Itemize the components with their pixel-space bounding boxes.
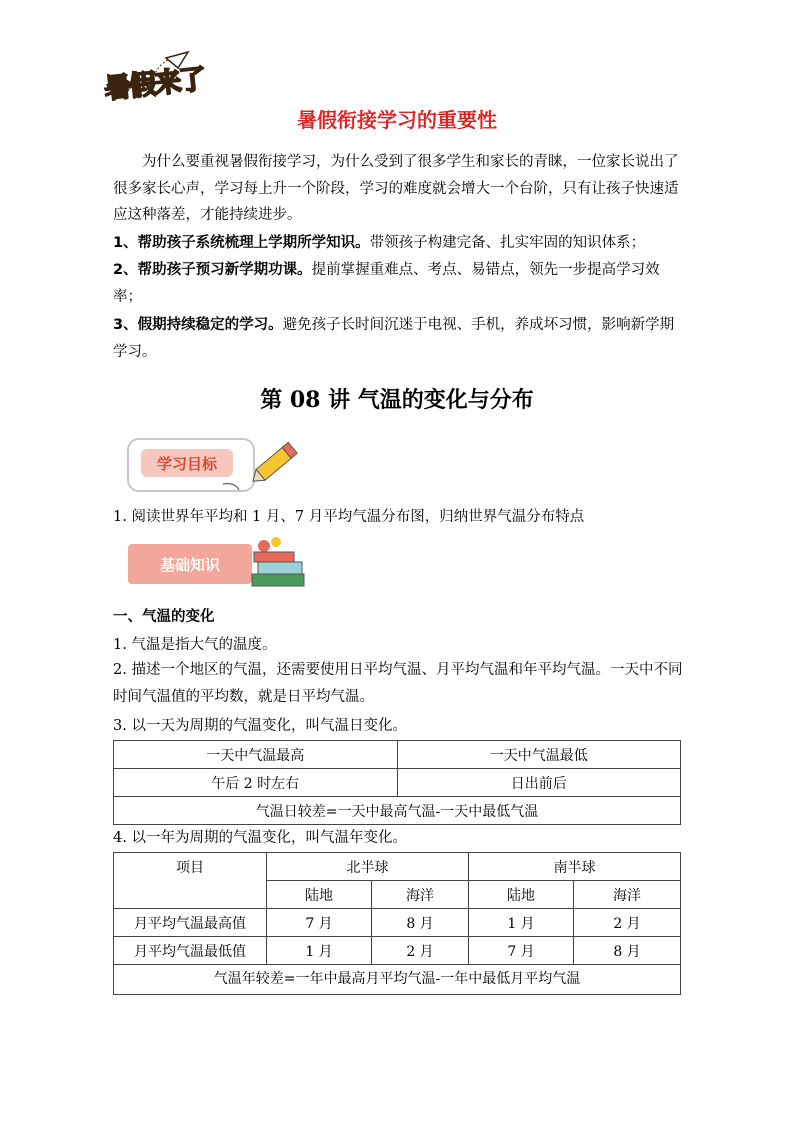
pencil-icon — [123, 434, 299, 496]
point-1 — [113, 230, 683, 257]
point-2 — [113, 257, 683, 310]
point-3 — [113, 312, 683, 365]
section-heading: 一、气温的变化 — [113, 609, 215, 625]
table-header: 项目 — [114, 853, 267, 909]
point-2-text: 提前掌握重难点、考点、易错点，领先一步提高学习效率； — [113, 262, 660, 305]
point-1-text: 带领孩子构建完备、扎实牢固的知识体系； — [369, 235, 646, 251]
goal-item: 1. 阅读世界年平均和 1 月、7 月平均气温分布图，归纳世界气温分布特点 — [113, 509, 585, 525]
learning-goals-label: 学习目标 — [141, 449, 233, 477]
table-header: 南半球 — [469, 853, 681, 881]
table-cell: 8 月 — [372, 909, 469, 937]
intro-paragraph: 为什么要重视暑假衔接学习，为什么受到了很多学生和家长的青睐，一位家长说出了很多家长心声，学习每上升一个阶段，学习的难度就会增大一个台阶，只有让孩子快速适应这种落差，才能持续进步。 — [113, 154, 679, 223]
table-cell: 1 月 — [267, 937, 372, 965]
table-footer: 气温日较差=一天中最高气温-一天中最低气温 — [114, 797, 681, 825]
table-subheader: 陆地 — [267, 881, 372, 909]
table-header: 一天中气温最低 — [397, 741, 681, 769]
table-row — [114, 909, 681, 937]
annual-temperature-table — [113, 852, 681, 995]
section-item-1: 1. 气温是指大气的温度。 — [113, 637, 277, 653]
basic-knowledge-badge — [124, 532, 312, 594]
row-label: 月平均气温最高值 — [114, 909, 267, 937]
daily-temperature-table — [113, 740, 681, 825]
point-2-bold: 2、帮助孩子预习新学期功课。 — [113, 262, 312, 278]
section-item-2: 2. 描述一个地区的气温，还需要使用日平均气温、月平均气温和年平均气温。一天中不同时间气温值的平均数，就是日平均气温。 — [113, 662, 683, 705]
books-icon — [124, 532, 312, 594]
basic-knowledge-label: 基础知识 — [128, 544, 252, 584]
table-cell: 2 月 — [372, 937, 469, 965]
table-header: 一天中气温最高 — [114, 741, 398, 769]
row-label: 月平均气温最低值 — [114, 937, 267, 965]
logo-text: 暑假来了 — [102, 63, 206, 106]
section-item-3: 3. 以一天为周期的气温变化，叫气温日变化。 — [113, 718, 407, 734]
table-header: 北半球 — [267, 853, 469, 881]
table-subheader: 海洋 — [574, 881, 681, 909]
page-title: 暑假衔接学习的重要性 — [297, 108, 497, 132]
point-3-text: 避免孩子长时间沉迷于电视、手机，养成坏习惯，影响新学期学习。 — [113, 317, 675, 360]
table-cell: 7 月 — [469, 937, 574, 965]
point-1-bold: 1、帮助孩子系统梳理上学期所学知识。 — [113, 235, 370, 251]
lecture-title: 第 08 讲 气温的变化与分布 — [260, 387, 534, 413]
table-row — [114, 937, 681, 965]
table-cell: 午后 2 时左右 — [114, 769, 398, 797]
learning-goals-badge — [123, 434, 299, 496]
table-subheader: 海洋 — [372, 881, 469, 909]
table-cell: 2 月 — [574, 909, 681, 937]
point-3-bold: 3、假期持续稳定的学习。 — [113, 317, 283, 333]
section-item-4: 4. 以一年为周期的气温变化，叫气温年变化。 — [113, 830, 407, 846]
table-cell: 8 月 — [574, 937, 681, 965]
table-subheader: 陆地 — [469, 881, 574, 909]
table-cell: 日出前后 — [397, 769, 681, 797]
table-cell: 1 月 — [469, 909, 574, 937]
table-footer: 气温年较差=一年中最高月平均气温-一年中最低月平均气温 — [114, 965, 681, 995]
table-cell: 7 月 — [267, 909, 372, 937]
